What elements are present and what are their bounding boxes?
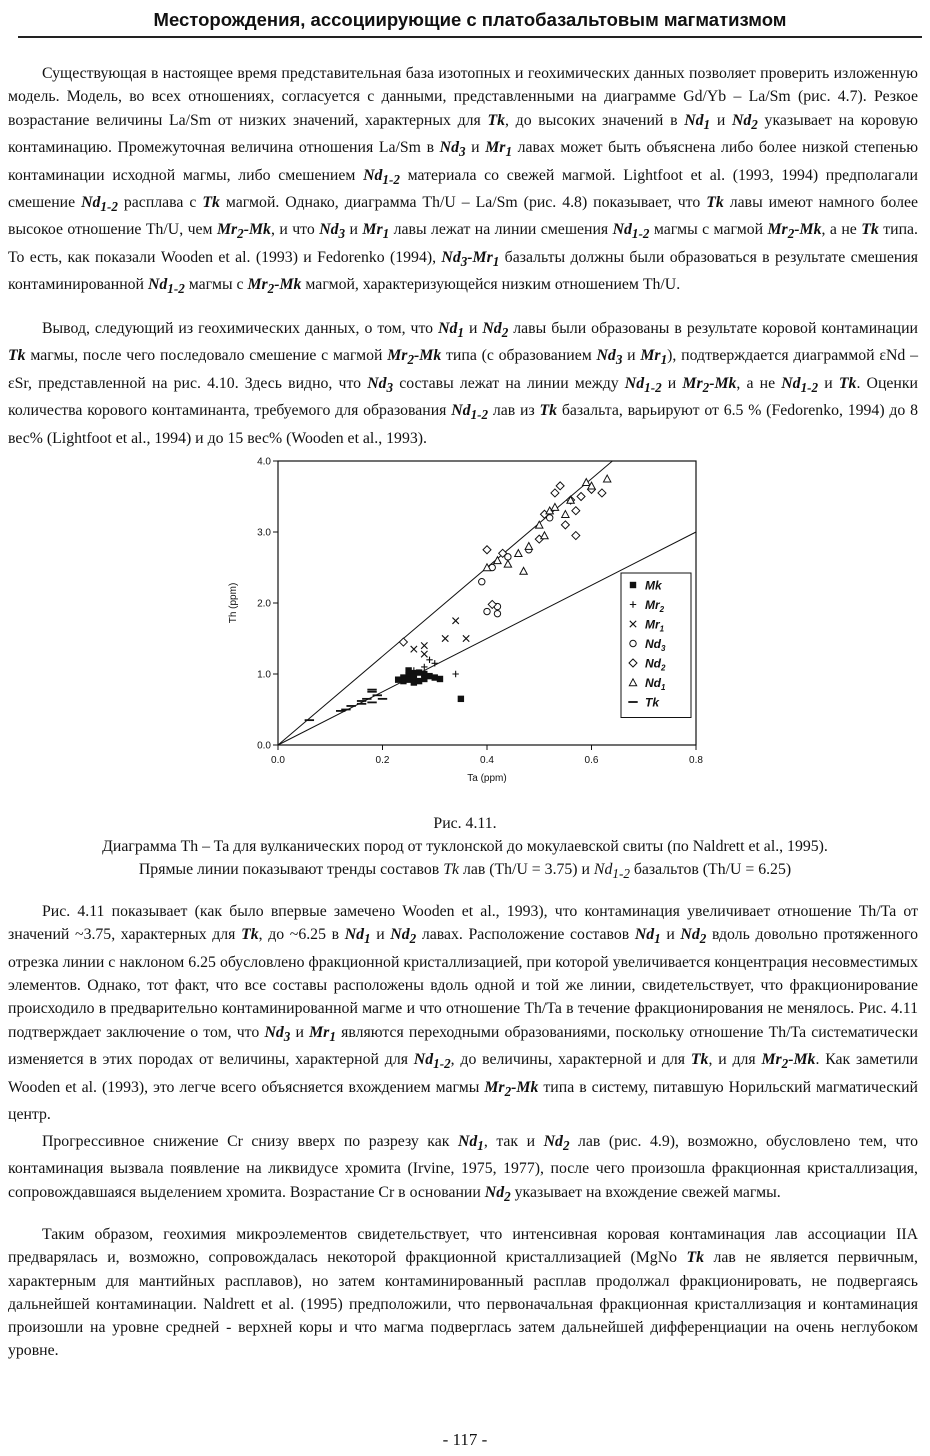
legend-label: $Nd_1$ [645, 676, 666, 692]
y-tick-label: 1.0 [257, 669, 271, 681]
running-header: Месторождения, ассоциирующие с платобазальтовым магматизмом [18, 6, 922, 38]
data-point-mr2 [452, 671, 458, 677]
data-point-mr2 [432, 660, 438, 666]
legend-label: $Mr_1$ [645, 617, 665, 634]
paragraph: Вывод, следующий из геохимических данных, о том, что $Nd_1$ и $Nd_2$ лавы были образованы в результате коровой контаминации Tk магмы, после чего последовало смешение с магмой $Mr_2-Mk$ типа (с образованием $Nd_3$ и $Mr_1$), подтверждается диаграммой εNd – εSr, представленной на рис. 4.10. Здесь видно, что $Nd_3$ составы лежат на линии между $Nd_{1-2}$ и $Mr_2-Mk$, а не $Nd_{1-2}$ и Tk. Оценки количества корового контаминанта, требуемого для образования $Nd_{1-2}$ лав из Tk базальта, варьируют от 6.5 % (Fedorenko, 1994) до 8 вес% (Lightfoot et al., 1994) и до 15 вес% (Wooden et al., 1993). [8, 320, 918, 447]
data-point-mr1 [442, 635, 448, 641]
data-point-mk [421, 676, 427, 682]
data-point-nd2 [572, 532, 580, 540]
data-point-nd3 [484, 608, 490, 614]
legend-label: $Nd_3$ [645, 637, 666, 653]
data-point-nd2 [483, 546, 491, 554]
data-point-nd1 [525, 543, 532, 550]
figure-caption-line2: Прямые линии показывают тренды составов Tk лав (Th/U = 3.75) и $Nd_{1-2}$ базальтов (Th/U = 6.25) [138, 861, 792, 882]
data-point-mr1 [452, 618, 458, 624]
data-point-mk [437, 676, 443, 682]
x-tick-label: 0.0 [271, 755, 285, 766]
y-axis-label: Th (ppm) [228, 582, 239, 624]
paragraph: Таким образом, геохимия микроэлементов свидетельствует, что интенсивная коровая контаминация лав ассоциации IIA предварялась и, возможно, сопровождалась некоторой фракционной кристаллизацией (MgNo Tk лав не является первичным, характерным для мантийных расплавов), но затем контаминированный расплав продолжал фракционировать, не подвергаясь дальнейшей контаминации. Naldrett et al. (1995) предположили, что первоначальная фракционная кристаллизация и контаминация произошли на уровне средней - верхней коры и что магма подверглась затем дальнейшей дифференциации на очень неглубоком уровне. [8, 1226, 918, 1360]
data-point-nd3 [479, 579, 485, 585]
data-point-nd3 [494, 610, 500, 616]
figure-label: Рис. 4.11. [433, 815, 497, 832]
x-tick-label: 0.4 [480, 755, 494, 766]
y-tick-label: 0.0 [257, 740, 271, 752]
data-point-nd2 [551, 489, 559, 497]
legend-label: $Mr_2$ [645, 598, 665, 614]
data-point-nd1 [603, 475, 610, 482]
y-tick-label: 4.0 [257, 456, 271, 468]
data-point-nd1 [541, 532, 548, 539]
data-point-mr2 [426, 657, 432, 663]
paragraph: Рис. 4.11 показывает (как было впервые замечено Wooden et al., 1993), что контаминация увеличивает отношение Th/Ta от значений ~3.75, характерных для Tk, до ~6.25 в $Nd_1$ и $Nd_2$ лавах. Расположение составов $Nd_1$ и $Nd_2$ вдоль довольно протяженного отрезка линии с наклоном 6.25 обусловлено фракционной кристаллизацией, при которой увеличивается концентрация несовместимых элементов. Однако, тот факт, что все составы расположены вдоль одной и той же линии, свидетельствует, что фракционирование происходило в предварительно контаминированной магме и что отношение Th/Ta в течение фракционирования не менялось. Рис. 4.11 подтверждает заключение о том, что $Nd_3$ и $Mr_1$ являются переходными образованиями, поскольку отношение Th/Ta систематически изменяется в этих породах от величины, характерной для $Nd_{1-2}$, до величины, характерной и для Tk, и для $Mr_2-Mk$. Как заметили Wooden et al. (1993), это легче всего объясняется вхождением магмы $Mr_2-Mk$ типа в систему, питавшую Норильский магматический центр. [8, 903, 918, 1123]
data-point-nd1 [515, 550, 522, 557]
data-point-nd2 [561, 521, 569, 529]
data-point-nd2 [556, 482, 564, 490]
data-point-mr1 [421, 642, 427, 648]
legend-label: $Nd_2$ [645, 656, 666, 673]
data-point-nd1 [504, 560, 511, 567]
data-point-nd2 [399, 638, 407, 646]
x-tick-label: 0.8 [689, 755, 703, 766]
legend-label: Tk [645, 695, 660, 710]
legend-label: Mk [645, 578, 662, 593]
x-tick-label: 0.6 [584, 755, 599, 766]
figure-4-11-chart [220, 455, 720, 800]
data-point-nd1 [536, 521, 543, 528]
legend-marker-mk [630, 582, 636, 588]
data-point-nd1 [562, 511, 569, 518]
figure-caption: Диаграмма Th – Ta для вулканических пород от туклонской до мокулаевской свиты (по Naldrett et al., 1995). [102, 838, 828, 855]
page-number: - 117 - [442, 1430, 488, 1449]
y-tick-label: 3.0 [257, 527, 271, 539]
paragraph: Прогрессивное снижение Cr снизу вверх по разрезу как $Nd_1$, так и $Nd_2$ лав (рис. 4.9), возможно, обусловлено тем, что контаминация вызвала появление на ликвидусе хромита (Irvine, 1975, 1977), после чего произошла фракционная кристаллизация, сопровождавшаяся выделением хромита. Возрастание Cr в основании $Nd_2$ указывает на вхождение свежей магмы. [8, 1133, 918, 1204]
x-tick-label: 0.2 [375, 755, 390, 766]
data-point-mk [458, 696, 464, 702]
data-point-nd2 [577, 493, 585, 501]
data-point-mk [395, 676, 401, 682]
data-point-mr1 [421, 651, 427, 657]
legend-marker-nd3 [630, 640, 636, 646]
paragraph: Существующая в настоящее время представительная база изотопных и геохимических данных позволяет проверить изложенную модель. Модель, во всех отношениях, согласуется с данными, представленными на диаграмме Gd/Yb – La/Sm (рис. 4.7). Резкое возрастание величины La/Sm от низких значений, характерных для Tk, до высоких значений в $Nd_1$ и $Nd_2$ указывает на коровую контаминацию. Промежуточная величина отношения La/Sm в $Nd_3$ и $Mr_1$ лавах может быть объяснена либо более низкой степенью контаминации исходной магмы, либо смешением $Nd_{1-2}$ материала со свежей магмой. Lightfoot et al. (1993, 1994) предполагали смешение $Nd_{1-2}$ расплава с Tk магмой. Однако, диаграмма Th/U – La/Sm (рис. 4.8) показывает, что Tk лавы имеют намного более высокое отношение Th/U, чем $Mr_2-Mk$, и что $Nd_3$ и $Mr_1$ лавы лежат на линии смешения $Nd_{1-2}$ магмы с магмой $Mr_2-Mk$, а не Tk типа. То есть, как показали Wooden et al. (1993) и Fedorenko (1994), $Nd_3-Mr_1$ базальты должны были образоваться в результате смешения контаминированной $Nd_{1-2}$ магмы с $Mr_2-Mk$ магмой, характеризующейся низким отношением Th/U. [8, 65, 919, 297]
data-point-nd1 [551, 503, 558, 510]
trend-line [278, 461, 612, 745]
data-point-mr1 [411, 646, 417, 652]
scatter-plot [220, 455, 720, 800]
data-point-nd2 [598, 489, 606, 497]
data-point-nd1 [583, 479, 590, 486]
data-point-nd1 [520, 567, 527, 574]
data-point-nd2 [572, 507, 580, 515]
data-point-mr1 [463, 635, 469, 641]
x-axis-label: Ta (ppm) [467, 773, 507, 784]
y-tick-label: 2.0 [257, 598, 271, 610]
data-point-nd1 [494, 557, 501, 564]
